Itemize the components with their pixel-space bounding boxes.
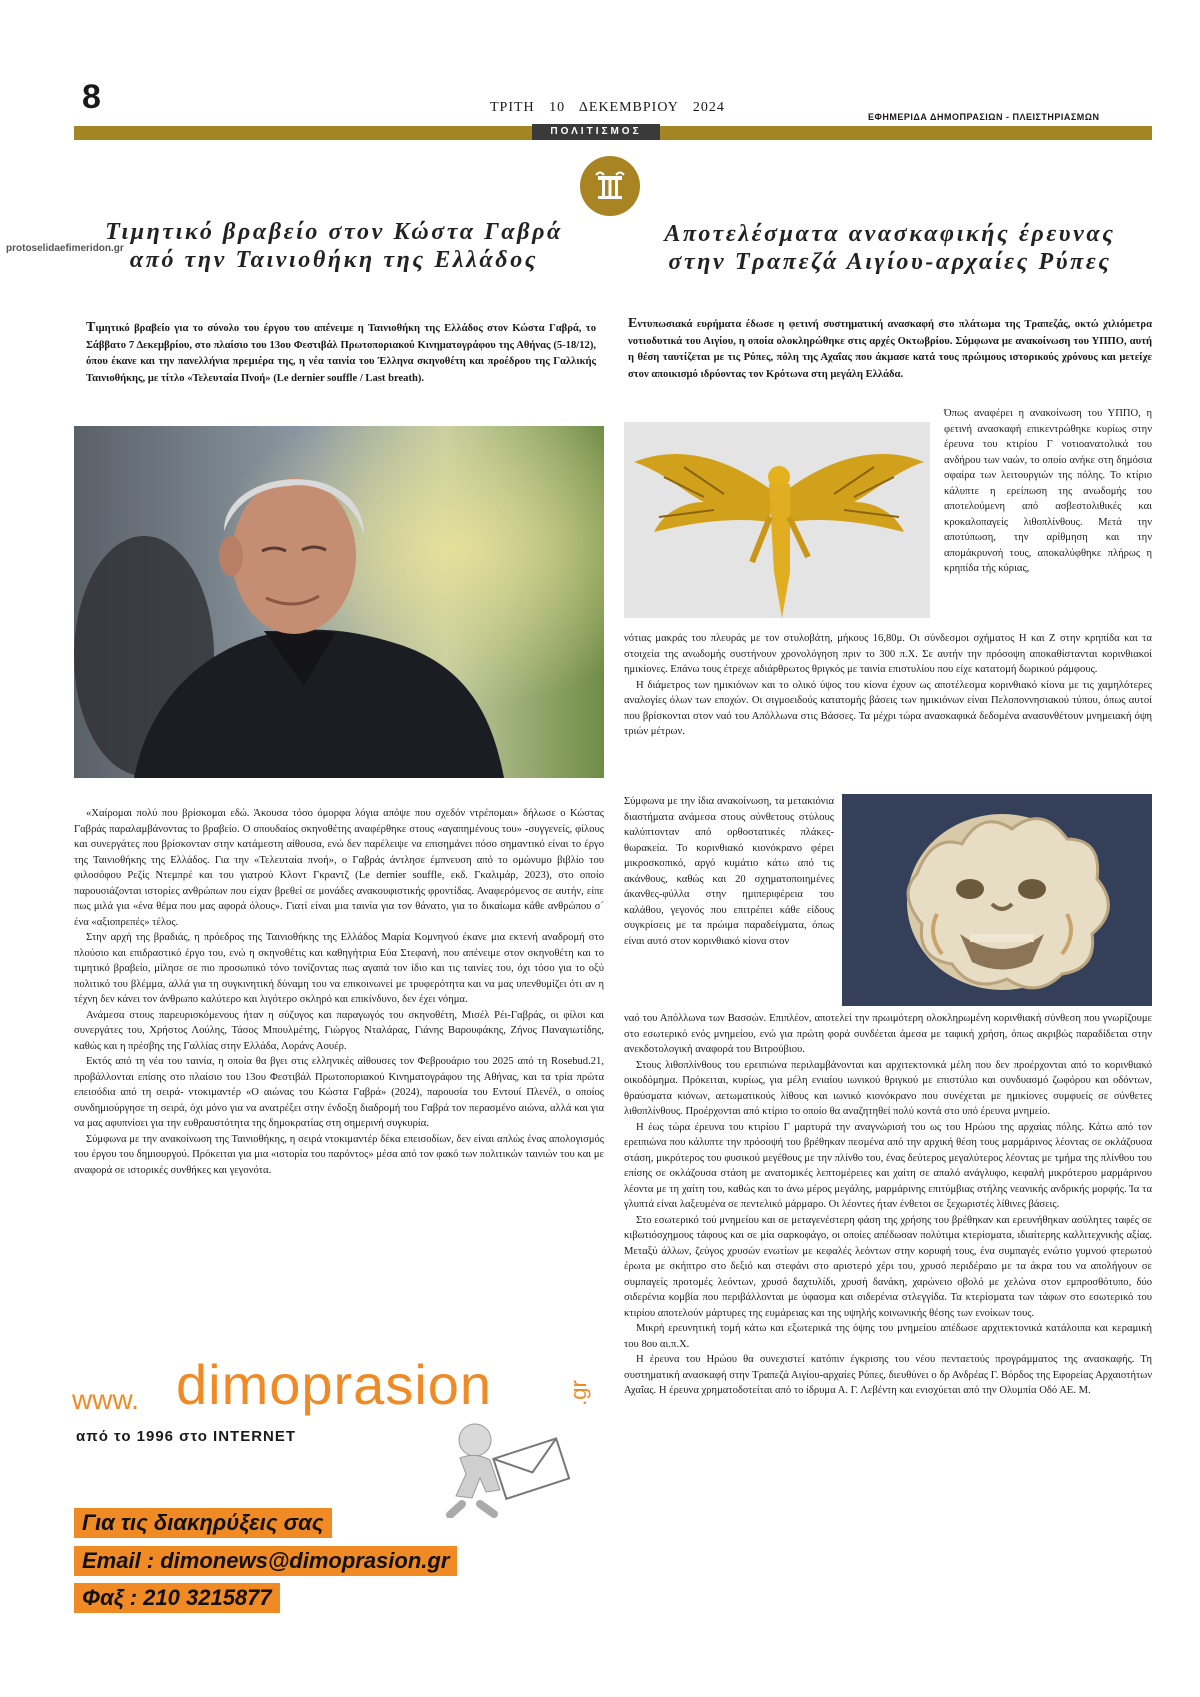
watermark-text: protoselidaefimeridon.gr [6,243,124,254]
left-headline-line1: Τιμητικό βραβείο στον Κώστα Γαβρά [105,219,563,245]
ad-line-tenders: Για τις διακηρύξεις σας [74,1508,332,1538]
paragraph: Εκτός από τη νέα του ταινία, η οποία θα βγει στις ελληνικές αίθουσες τον Φεβρουάριο του 2025 από τη Rosebud.21, προβάλλονται επίσης στο πλαίσιο του 13ου Φεστιβάλ Πρωτοποριακού Κινηματογράφου της Αθήνας, και τα τρία πρώτα επεισόδια από τη σειρά- ντοκιμαντέρ «Ο αιώνας του Κώστα Γαβρά» (2024), παρουσία του Εντουί Πλενέλ, ο οποίος συνδημιούργησε τη σειρά, όχι μόνο για να ανατρέξει στην ένδοξη διαδρομή του Γαβρά τον περασμένο αιώνα, αλλά και για να μας αφυπνίσει για την ευθραυστότητα της δημοκρατίας στη σημερινή συγκυρία. [74,1056,604,1129]
paragraph: Σύμφωνα με την ανακοίνωση της Ταινιοθήκης, η σειρά ντοκιμαντέρ δέκα επεισοδίων, δεν είναι απλώς ένας απολογισμός του έργου του δημιουργού. Πρόκειται για μια «ιστορία του παρόντος» μέσα από τον φακό των πολιτικών ταινιών του και με αναφορά σε ιστορικές συνθήκες και γεγονότα. [74,1133,604,1176]
paragraph: Στο εσωτερικό τού μνημείου και σε μεταγενέστερη φάση της χρήσης του βρέθηκαν και ερευνήθηκαν ασύλητες ταφές σε κιβωτιόσχημους τάφους και σε μία σαρκοφάγο, οι οποίες απέδωσαν πολύτιμα κτερίσματα, ιδιαίτερης καλλιτεχνικής αξίας. Μεταξύ άλλων, ζεύγος χρυσών ενωτίων με κεφαλές λεόντων στην κορυφή τους, ένα συμπαγές ενώτιο γυμνού φτερωτού έρωτα με σκήπτρο στο δεξιό και στεφάνι στο αριστερό χέρι του, χρυσό περιδέραιο με τα άκρα του να απολήγουν σε συμπαγείς προτομές λεόντων, χρυσό δαχτυλίδι, χρυσή δανάκη, χαρώνειο οβολό με χελώνα στον εμπροσθότυπο, δύο σιδερένια κομβία που περιβάλλονται με ύφασμα και σιδερένια στλεγγίδα. Τα κτερίσματα των τάφων στο εσωτερικό του κτιρίου αποτελούν μάρτυρες της ευμάρειας και της υψηλής κοινωνικής θέσης των ενοίκων τους. [624,1214,1152,1319]
paragraph: Μικρή ερευνητική τομή κάτω και εξωτερικά της όψης του μνημείου απέδωσε αρχιτεκτονικά κατάλοιπα και κεραμική του 8ου αι.π.Χ. [624,1323,1152,1350]
mail-figure-icon [420,1418,570,1518]
left-headline [74,218,594,274]
paragraph: ναό του Απόλλωνα των Βασσών. Επιπλέον, αποτελεί την πρωιμότερη ολοκληρωμένη κορινθιακή σύνθεση που γνωρίζουμε στο εσωτερικό ενός μνημείου, ενώ για πρώτη φορά συνδέεται άμεσα με ταφική χρήση, όπως ακριβώς παραδίδεται στην ανεκδοτολογική αναφορά του Βιτρούβιου. [624,1013,1152,1055]
ad-line-email[interactable]: Email : dimonews@dimoprasion.gr [74,1546,457,1576]
ad-url-prefix: www. [72,1384,139,1415]
ad-tld: .gr [565,1380,591,1406]
paragraph: νότιας μακράς του πλευράς με τον στυλοβάτη, μήκους 16,80μ. Οι σύνδεσμοι σχήματος Η και Ζ στην κρηπίδα και τα στοιχεία της ανωδομής συστήνουν χρονολόγηση πριν το 300 π.Χ. Σε αυτήν την πρόσοψη αποκαθίστανται κορινθιακοί ημικίονες. Επάνω τους έτρεχε αδιάρθρωτος θριγκός με ταινία επιστυλίου που είχε κατατομή δωρικού ράμφους. [624,633,1152,675]
ad-brand: dimoprasion [176,1353,493,1416]
left-lede: Τιμητικό βραβείο για το σύνολο του έργου του απένειμε η Ταινιοθήκη της Ελλάδος στον Κώστα Γαβρά, το Σάββατο 7 Δεκεμβρίου, στο πλαίσιο του 13ου Φεστιβάλ Πρωτοποριακού Κινηματογράφου της Αθήνας (5-18/12), όπου έκανε και την πανελλήνια πρεμιέρα της, η νέα ταινία του Έλληνα σκηνοθέτη και προέδρου της Γαλλικής Ταινιοθήκης, με τίτλο «Τελευταία Πνοή» (Le dernier souffle / Last breath). [86,320,596,384]
right-headline-line2: στην Τραπεζά Αιγίου-αρχαίες Ρύπες [668,249,1112,275]
right-headline [628,220,1152,276]
right-text-beside-image2: Σύμφωνα με την ίδια ανακοίνωση, τα μετακιόνια διαστήματα ανάμεσα στους σύνθετους στύλους καλύπτονταν από ορθοστατικές πλάκες-θωρακεία. Το κορινθιακό κιονόκρανο φέρει μικροσκοπικό, αργό κυμάτιο κάτω από τις ακάνθους, καθώς και 20 σχηματοποιημένες άκανθες-φύλλα στην ημιπεριφέρεια του καλάθου, γεγονός που επιτρέπει κάθε είδους συγκρίσεις με τα πρώιμα παραδείγματα, όπως είναι αυτό στον κορινθιακό κίονα στον [624,796,834,947]
column-logo-icon [580,156,640,216]
dateline: ΤΡΙΤΗ 10 ΔΕΚΕΜΒΡΙΟΥ 2024 [490,100,725,115]
right-text-beside-image1: Όπως αναφέρει η ανακοίνωση του ΥΠΠΟ, η φετινή ανασκαφή επικεντρώθηκε κυρίως στην έρευνα του κτιρίου Γ νοτιοανατολικά του ανδήρου των ναών, το οποίο ανήκε στη δημόσια σφαίρα των λειτουργιών της πόλης. Το κτίριο κάλυπτε η ερείπωση της ανωδομής του αποτελούμενη από ασβεστολιθικές και κροκαλοπαγείς λιθοπλίνθους. Μετά την αποτύπωση, την αρίθμηση και την απομάκρυνσή τους, αποκαλύφθηκε πλήρως η κρηπίδα τής κύριας, [944,408,1152,574]
paragraph: Στην αρχή της βραδιάς, η πρόεδρος της Ταινιοθήκης της Ελλάδος Μαρία Κομνηνού έκανε μια εκτενή αναδρομή στο πλούσιο και επιδραστικό έργο του, ενώ η σκηνοθέτις και καθηγήτρια Εύα Στεφανή, που απένειμε στον σκηνοθέτη και το τιμητικό βραβείο, μίλησε σε πιο προσωπικό τόνο τονίζοντας πως αγαπά τον ίδιο και τις ταινίες του, όχι τόσο για το οξύ πολιτικό του βλέμμα, αλλά για τη συγκινητική δύναμη του να επικοινωνεί με τρυφερότητα και να μας υπενθυμίζει ότι αν η τέχνη δεν κάνει τον άνθρωπο καλύτερο και λιγότερο σκληρό και επικίνδυνο, δεν έχει νόημα. [74,932,604,1005]
page-number: 8 [82,78,101,116]
masthead: ΕΦΗΜΕΡΙΔΑ ΔΗΜΟΠΡΑΣΙΩΝ - ΠΛΕΙΣΤΗΡΙΑΣΜΩΝ [868,112,1100,122]
paragraph: Στους λιθοπλίνθους του ερειπιώνα περιλαμβάνονται και αρχιτεκτονικά μέλη που δεν προέρχονται από το κορινθιακό οικοδόμημα. Πρόκειται, κυρίως, για μέλη ενιαίου ιωνικού θριγκού με επιστύλιο και συνδυασμό ζωφόρου και οδόντων, θραύσματα κιόνων, αετωματικούς λίθους και ιωνικό κιονόκρανο που συνέχεται με ημικίονες συμφυείς σε σύνθετες λιθοπλίνθους. Προέρχονται από κτίριο το οποίο θα αναζητηθεί πολύ κοντά στο υπό έρευνα μνημείο. [624,1059,1152,1117]
section-label: ΠΟΛΙΤΙΣΜΟΣ [532,124,660,140]
portrait-photo [74,426,604,778]
left-body [74,806,604,1178]
paragraph: Ανάμεσα στους παρευρισκόμενους ήταν η σύζυγος και παραγωγός του σκηνοθέτη, Μισέλ Ρέι-Γαβράς, οι φίλοι και συνεργάτες του, Χρήστος Λούλης, Τάσος Μπουλμέτης, Γιώργος Νταλάρας, Γιάνης Βαρουφάκης, Ζήνος Παναγιωτίδης, καθώς και η πρέσβης της Γαλλίας στην Ελλάδα, Λοράνς Αουέρ. [74,1009,604,1052]
paragraph: Η έως τώρα έρευνα του κτιρίου Γ μαρτυρά την αναγνώρισή του ως του Ηρώου της αρχαίας πόλης. Κάτω από τον ερειπιώνα που κάλυπτε την πρόσοψή του βρέθηκαν πεσμένα από την αρχική θέση τους μαρμάρινος λέοντας σε οκλάζουσα στάση, μικρότερος του φυσικού μεγέθους με την πλίνθο του, ένας δεύτερος μεγαλύτερος λέοντας με τμήμα της πλίνθου του επίσης σε οκλάζουσα στάση με ανατομικές λεπτομέρειες και χαίτη σε απαλό ανάγλυφο, κεφαλή μικρότερου μαρμάρινου λέοντα με τη χαίτη του, καθώς και το άνω μέρος μεγάλης, μαρμάρινης επιτύμβιας στήλης νεανικής ανδρικής μορφής. Ία τα γλυπτά είναι λαξευμένα σε πεντελικό μάρμαρο. Οι λέοντες ήταν ένθετοι σε ξεχωριστές λίθινες βάσεις. [624,1121,1152,1210]
ad-website[interactable] [72,1352,592,1422]
ad-line-fax: Φαξ : 210 3215877 [74,1583,280,1613]
right-text-after-image1 [624,631,1152,740]
golden-eros-photo [624,422,930,618]
right-headline-line1: Αποτελέσματα ανασκαφικής έρευνας [664,221,1116,247]
left-headline-line2: από την Ταινιοθήκη της Ελλάδος [129,247,539,273]
right-lede: Εντυπωσιακά ευρήματα έδωσε η φετινή συστηματική ανασκαφή στο πλάτωμα της Τραπεζάς, οκτώ χιλιόμετρα νοτιοδυτικά του Αιγίου, η οποία ολοκληρώθηκε στις αρχές Οκτωβρίου. Σύμφωνα με ανακοίνωση του ΥΠΠΟ, αυτή η θέση ταυτίζεται με τις Ρύπες, πόλη της Αχαΐας που άκμασε κατά τους πρώιμους ιστορικούς χρόνους και μετείχε στον αποικισμό ιδρύοντας τον Κρότωνα στη μεγάλη Ελλάδα. [628,316,1152,380]
right-text-after-image2 [624,1011,1152,1399]
paragraph: Η έρευνα του Ηρώου θα συνεχιστεί κατόπιν έγκρισης του νέου πενταετούς προγράμματος της ανασκαφής. Τη συστηματική ανασκαφή στην Τραπεζά Αιγίου-αρχαίες Ρύπες, διευθύνει ο δρ Ανδρέας Γ. Βόρδος της Εφορείας Αρχαιοτήτων Αχαΐας. Η έρευνα χρηματοδοτείται από το ίδρυμα Α. Γ. Λεβέντη και ενισχύεται από την Ολυμπία Οδό ΑΕ. Μ. [624,1354,1152,1396]
lion-head-photo [842,794,1152,1006]
paragraph: «Χαίρομαι πολύ που βρίσκομαι εδώ. Άκουσα τόσο όμορφα λόγια απόψε που σχεδόν ντρέπομαι» δήλωσε ο Κώστας Γαβράς παραλαμβάνοντας το βραβείο. Ο σπουδαίος σκηνοθέτης αναφέρθηκε στους «αγαπημένους του» -συγγενείς, φίλους και συνεργάτες που βρίσκονταν στην κατάμεστη αίθουσα, ενώ δεν παρέλειψε να επισημάνει πόσο σημαντικό είναι το έργο της Ταινιοθήκης της Ελλάδος. Για την «Τελευταία πνοή», ο Γαβράς άντλησε έμπνευση από το ομώνυμο βιβλίο του φιλοσόφου Ρεζίς Ντεμπρέ και του γιατρού Κλοντ Γκραντζ (Le dernier souffle, εκδ. Γκαλιμάρ, 2023), στο οποίο παρουσιάζονται ιστορίες ανθρώπων που είχαν βρεθεί σε μονάδες ανακουφιστικής φροντίδας. Αναφερόμενος σε αυτήν, είπε πως μιλά για «ένα θέμα που μας αφορά όλους». Γιατί είναι μια ταινία για τον θάνατο, για το δικαίωμα κάθε ανθρώπου σ´ ένα «αξιοπρεπές» τέλος. [74,808,604,928]
ad-since: από το 1996 στο INTERNET [76,1428,297,1445]
paragraph: Η διάμετρος των ημικιόνων και το ολικό ύψος του κίονα έχουν ως αποτέλεσμα κορινθιακό κίονα με τις χαμηλότερες αναλογίες όλων των εποχών. Οι σιγμοειδούς κατατομής βάσεις των ημικιόνων είναι Πελοποννησιακού τύπου, όπως αυτοί που βρίσκονται στον ναό του Απόλλωνα στις Βάσσες. Τα μέχρι τώρα ανασκαφικά δεδομένα ανασυνθέτουν μνημειακή όψη τριών μέτρων. [624,679,1152,737]
